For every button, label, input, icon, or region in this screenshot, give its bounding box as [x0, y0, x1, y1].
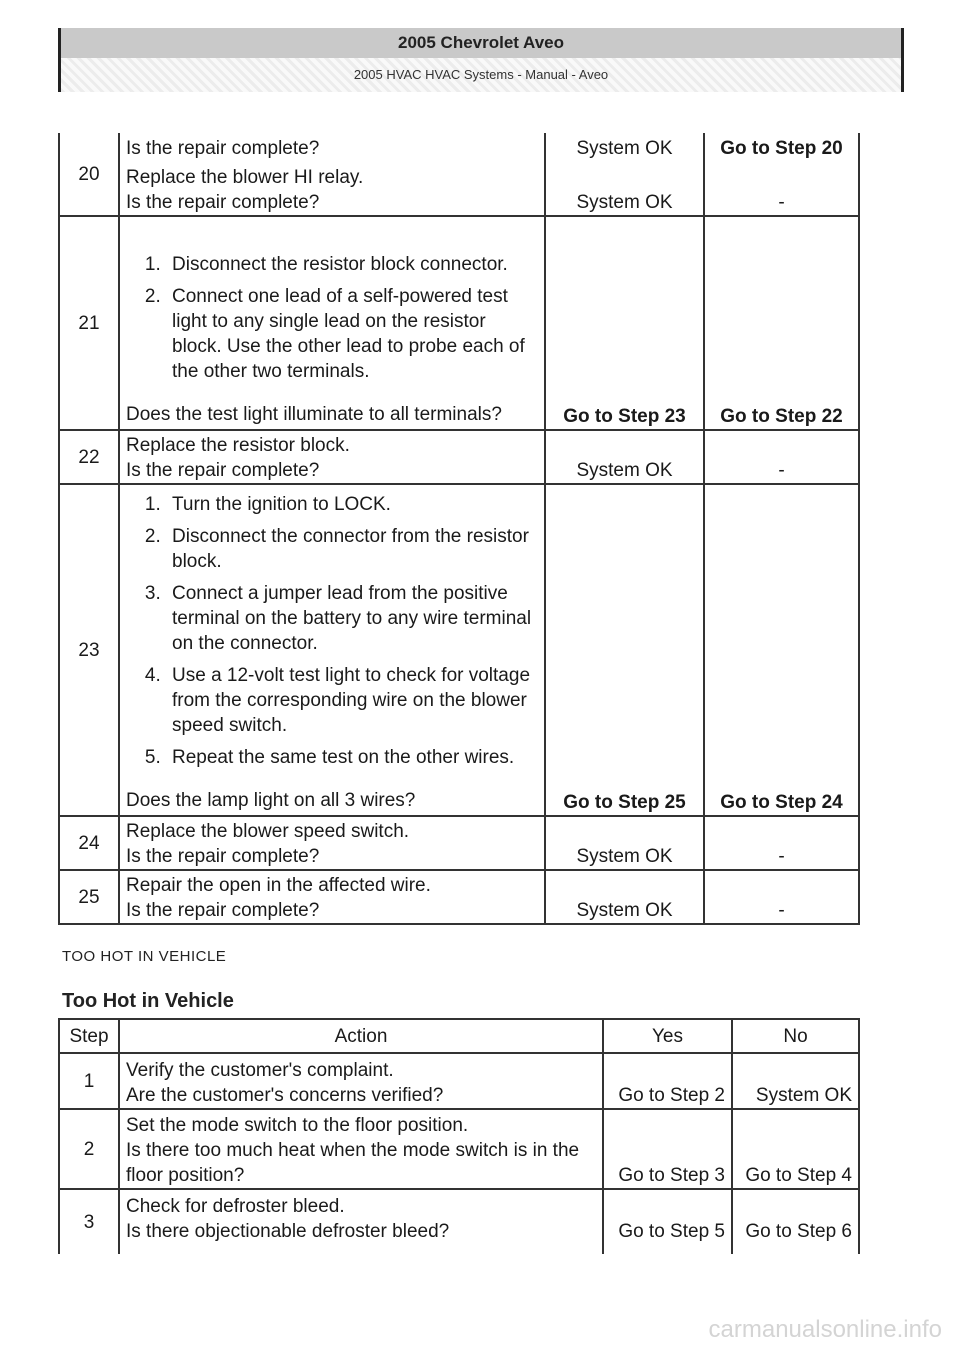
column-header-action: Action: [119, 1019, 603, 1053]
document-header: [58, 28, 904, 92]
step-number: 1: [59, 1053, 119, 1109]
step-number: 2: [59, 1109, 119, 1189]
action-cell: Check for defroster bleed. Is there objectionable defroster bleed?: [119, 1189, 603, 1254]
step-number: 25: [59, 870, 119, 924]
no-cell: -: [704, 430, 859, 484]
table-row: [59, 216, 859, 430]
yes-cell: System OK: [545, 430, 704, 484]
procedure-step: 2. Connect one lead of a self-powered test light to any single lead on the resistor block. Use the other lead to probe each of the other two terminals.: [166, 284, 538, 384]
diagnostic-table: [58, 1018, 860, 1254]
column-header-no: No: [732, 1019, 859, 1053]
action-cell: Repair the open in the affected wire. Is the repair complete?: [119, 870, 545, 924]
yes-cell: Go to Step 5: [603, 1189, 732, 1254]
step-number: 21: [59, 216, 119, 430]
action-cell: Is the repair complete?: [119, 133, 545, 163]
no-cell: -: [704, 163, 859, 216]
yes-cell: Go to Step 23: [545, 216, 704, 430]
no-cell: Go to Step 24: [704, 484, 859, 816]
table-row: [59, 1189, 859, 1254]
step-number: 23: [59, 484, 119, 816]
step-number: 22: [59, 430, 119, 484]
diagnostic-table-continued: [58, 133, 860, 925]
yes-cell: Go to Step 25: [545, 484, 704, 816]
action-cell: Replace the resistor block. Is the repair complete?: [119, 430, 545, 484]
procedure-step: 4. Use a 12-volt test light to check for voltage from the corresponding wire on the blower speed switch.: [166, 663, 538, 738]
no-cell: -: [704, 870, 859, 924]
yes-cell: System OK: [545, 816, 704, 870]
action-cell: Verify the customer's complaint. Are the customer's concerns verified?: [119, 1053, 603, 1109]
no-cell: -: [704, 816, 859, 870]
table-row: [59, 1053, 859, 1109]
table-row: [59, 870, 859, 924]
table-row: [59, 1109, 859, 1189]
step-number: 24: [59, 816, 119, 870]
column-header-yes: Yes: [603, 1019, 732, 1053]
no-cell: System OK: [732, 1053, 859, 1109]
yes-cell: System OK: [545, 870, 704, 924]
section-note: TOO HOT IN VEHICLE: [62, 948, 227, 965]
action-cell: Replace the blower speed switch. Is the repair complete?: [119, 816, 545, 870]
procedure-step: 1. Disconnect the resistor block connector.: [166, 252, 538, 277]
no-cell: Go to Step 22: [704, 216, 859, 430]
yes-cell: Go to Step 2: [603, 1053, 732, 1109]
procedure-list: [126, 252, 538, 384]
table-row: [59, 430, 859, 484]
step-number: 3: [59, 1189, 119, 1254]
action-cell: Replace the blower HI relay. Is the repair complete?: [119, 163, 545, 216]
no-cell: Go to Step 4: [732, 1109, 859, 1189]
no-cell: Go to Step 6: [732, 1189, 859, 1254]
table-header-row: [59, 1019, 859, 1053]
question-text: Does the lamp light on all 3 wires?: [126, 790, 416, 811]
question-text: Does the test light illuminate to all terminals?: [126, 404, 502, 425]
table-row: [59, 133, 859, 163]
action-cell: [119, 484, 545, 816]
procedure-step: 2. Disconnect the connector from the resistor block.: [166, 524, 538, 574]
document-subtitle: 2005 HVAC HVAC Systems - Manual - Aveo: [61, 58, 901, 92]
procedure-step: 5. Repeat the same test on the other wires.: [166, 745, 538, 770]
procedure-step: 1. Turn the ignition to LOCK.: [166, 492, 538, 517]
column-header-step: Step: [59, 1019, 119, 1053]
table-row: [59, 484, 859, 816]
action-cell: Set the mode switch to the floor position. Is there too much heat when the mode switch is in the floor position?: [119, 1109, 603, 1189]
action-cell: [119, 216, 545, 430]
yes-cell: Go to Step 3: [603, 1109, 732, 1189]
no-cell: Go to Step 20: [704, 133, 859, 163]
document-title: 2005 Chevrolet Aveo: [61, 28, 901, 58]
procedure-list: [126, 492, 538, 770]
yes-cell: System OK: [545, 133, 704, 163]
yes-cell: System OK: [545, 163, 704, 216]
procedure-step: 3. Connect a jumper lead from the positive terminal on the battery to any wire terminal on the connector.: [166, 581, 538, 656]
table-row: [59, 163, 859, 216]
step-number: 20: [59, 133, 119, 216]
table-row: [59, 816, 859, 870]
section-heading: Too Hot in Vehicle: [62, 990, 234, 1012]
watermark: carmanualsonline.info: [708, 1316, 942, 1343]
